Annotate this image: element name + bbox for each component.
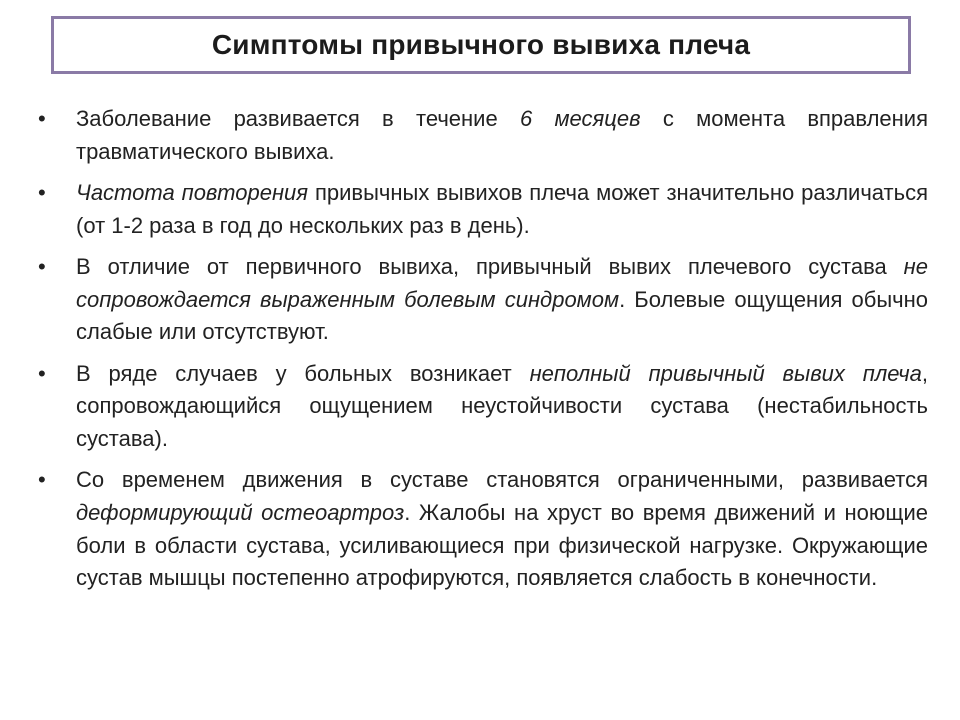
- bullet-list: [38, 103, 935, 604]
- bullet-item: [38, 464, 935, 594]
- bullet-item: [38, 358, 935, 456]
- bullet-text: с момента вправления травматического вывиха.: [76, 106, 935, 164]
- bullet-text: , сопровождающийся ощущением неустойчивости сустава (нестабильность сустава).: [76, 360, 935, 451]
- bullet-item: [38, 177, 935, 242]
- bullet-text: В ряде случаев у больных возникает: [76, 360, 530, 386]
- slide-title: Симптомы привычного вывиха плеча: [211, 29, 751, 60]
- bullet-text: . Болевые ощущения обычно слабые или отсутствуют.: [76, 286, 935, 345]
- bullet-marker: •: [38, 106, 46, 131]
- bullet-marker: •: [38, 180, 46, 206]
- bullet-text: Со временем движения в суставе становятся ограниченными, развивается: [76, 467, 935, 493]
- bullet-item: [38, 103, 935, 168]
- bullet-marker: •: [38, 467, 46, 493]
- emphasized-text: не сопровождается выраженным болевым синдромом: [76, 254, 935, 312]
- emphasized-text: 6 месяцев: [519, 106, 641, 131]
- emphasized-text: деформирующий остеоартроз: [76, 500, 405, 526]
- bullet-item: [38, 251, 935, 349]
- bullet-marker: •: [38, 254, 46, 280]
- bullet-text: Заболевание развивается в течение: [76, 106, 520, 131]
- title-box: [51, 16, 911, 74]
- bullet-marker: •: [38, 360, 46, 386]
- emphasized-text: Частота повторения: [76, 180, 309, 206]
- emphasized-text: неполный привычный вывих плеча: [529, 360, 922, 386]
- bullet-text: привычных вывихов плеча может значительно различаться (от 1-2 раза в год до нескольких раз в день).: [76, 180, 935, 238]
- bullet-text: В отличие от первичного вывиха, привычный вывих плечевого сустава: [76, 254, 904, 280]
- bullet-text: . Жалобы на хруст во время движений и ноющие боли в области сустава, усиливающиеся при физической нагрузке. Окружающие сустав мышцы постепенно атрофируются, появляется слабость в конечности.: [76, 500, 935, 591]
